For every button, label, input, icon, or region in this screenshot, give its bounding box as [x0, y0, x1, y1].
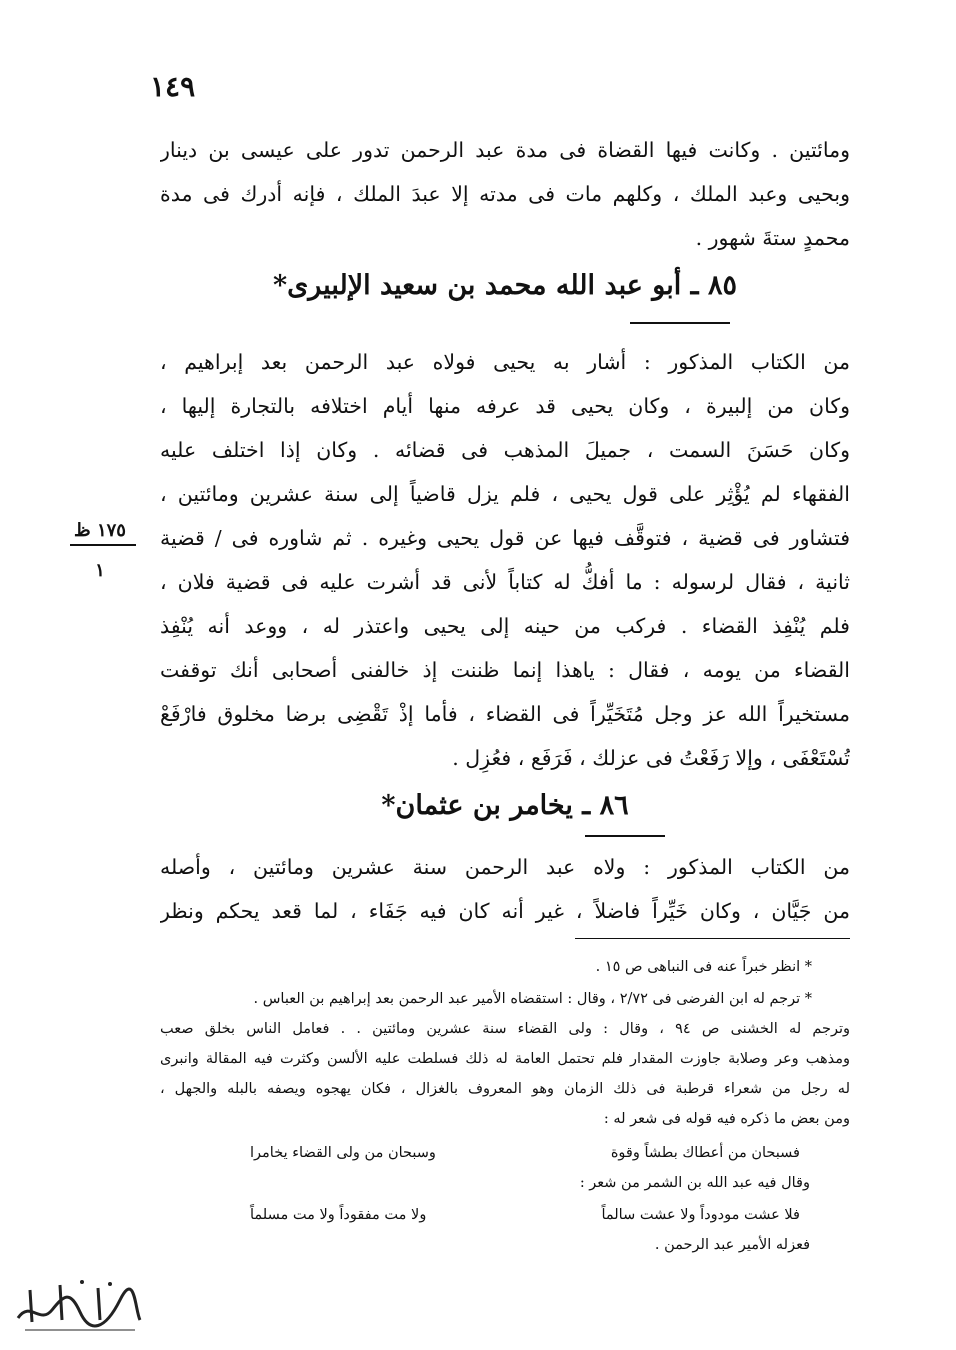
body-line: تُسْتَعْفَى ، وإلا رَفَعْتُ فى عزلك ، فَرَفَع ، فعُزِل . — [452, 746, 850, 770]
footnote: * ترجم له ابن الفرضى فى ٢/٧٢ ، وقال : استقضاه الأمير عبد الرحمن بعد إبراهيم بن العباس . — [253, 991, 812, 1007]
heading-rule — [585, 835, 665, 837]
body-line: وكان من إلبيرة ، وكان يحيى قد عرفه منها أيام اختلافه بالتجارة إليها ، — [160, 394, 850, 418]
body-line: ومائتين . وكانت فيها القضاة فى مدة عبد الرحمن تدور على عيسى بن دينار — [160, 138, 850, 162]
verse-hemistich: وسبحان من ولى القضاء يخامرا — [250, 1145, 436, 1161]
margin-folio: ١٧٥ ظ — [74, 520, 126, 541]
footnote-line: فعزله الأمير عبد الرحمن . — [654, 1237, 810, 1253]
footnote-rule — [575, 938, 850, 939]
heading-rule — [630, 322, 730, 324]
footnote-line: له رجل من شعراء قرطبة فى ذلك الزمان وهو المعروف بالغزال ، فكان يهجوه ويصفه بالبله والجهل ، — [160, 1081, 850, 1097]
footnote: * انظر خبراً عنه فى النباهى ص ١٥ . — [595, 959, 812, 975]
body-line: وكان حَسَنَ السمت ، جميلَ المذهب فى قضائه . وكان إذا اختلف عليه — [160, 438, 850, 462]
verse-line — [250, 1138, 800, 1168]
verse-line — [250, 1200, 800, 1230]
page-number: ١٤٩ — [150, 70, 196, 103]
body-line: فلم يُنْفِذ القضاء . فركب من حينه إلى يحيى واعتذر له ، ووعد أنه يُنْفِذ — [160, 614, 850, 638]
footnote-line: وترجم له الخشنى ص ٩٤ ، وقال : ولى القضاء سنة عشرين ومائتين . . فعامل الناس بخلق صعب — [160, 1021, 850, 1037]
body-line: من الكتاب المذكور : ولاه عبد الرحمن سنة عشرين ومائتين ، وأصله — [160, 855, 850, 879]
publisher-logo — [10, 1270, 145, 1340]
body-line: من الكتاب المذكور : أشار به يحيى فولاه عبد الرحمن بعد إبراهيم ، — [160, 350, 850, 374]
verse-hemistich: فلا عشت مودوداً ولا عشت سالماً — [601, 1207, 800, 1223]
verse-hemistich: فسبحان من أعطاك بطشاً وقوة — [610, 1145, 800, 1161]
entry-heading: ٨٦ ـ يخامر بن عثمان* — [381, 790, 629, 821]
verse-hemistich: ولا مت مفقوداً ولا مت مسلماً — [250, 1207, 427, 1223]
footnote-line: ومن بعض ما ذكره فيه قوله فى شعر له : — [603, 1111, 850, 1127]
body-line: فتشاور فى قضية ، فتوقَّف فيها عن قول يحيى وغيره . ثم شاوره فى / قضية — [160, 526, 850, 550]
footnote-line: ومذهب وعر وصلابة جاوزت المقدار فلم تحتمل العامة له ذلك فسلطت عليه الألسن وكثرت فيه المقالة وانبرى — [160, 1051, 850, 1067]
footnote-line: وقال فيه عبد الله بن الشمر من شعر : — [579, 1175, 810, 1191]
body-line: محمدٍ ستةَ شهور . — [695, 226, 850, 250]
body-line: القضاء من يومه ، فقال : ياهذا إنما ظننت إذ خالفنى أصحابى أنك توقفت — [160, 658, 850, 682]
body-line: وبحيى وعبد الملك ، وكلهم مات فى مدته إلا عبدَ الملك ، فإنه أدرك فى مدة — [160, 182, 850, 206]
entry-heading: ٨٥ ـ أبو عبد الله محمد بن سعيد الإلبيرى* — [273, 270, 737, 301]
margin-rule — [70, 544, 136, 546]
body-line: مستخيراً الله عز وجل مُتَخَيِّراً فى القضاء ، فأما إذْ تَقْضِى برضا مخلوق فارْفَعْ — [160, 702, 850, 726]
margin-index: ١ — [95, 560, 105, 581]
body-line: من جَيَّان ، وكان خَيِّراً فاضلاً ، غير أنه كان فيه جَفَاء ، لما قعد يحكم ونظر — [160, 899, 850, 923]
body-line: الفقهاء لم يُؤْثِر على قول يحيى ، فلم يزل قاضياً إلى سنة عشرين ومائتين ، — [160, 482, 850, 506]
body-line: ثانية ، فقال لرسوله : ما أفكُّ له كتاباً لأنى قد أشرت عليه فى قضية فلان ، — [160, 570, 850, 594]
